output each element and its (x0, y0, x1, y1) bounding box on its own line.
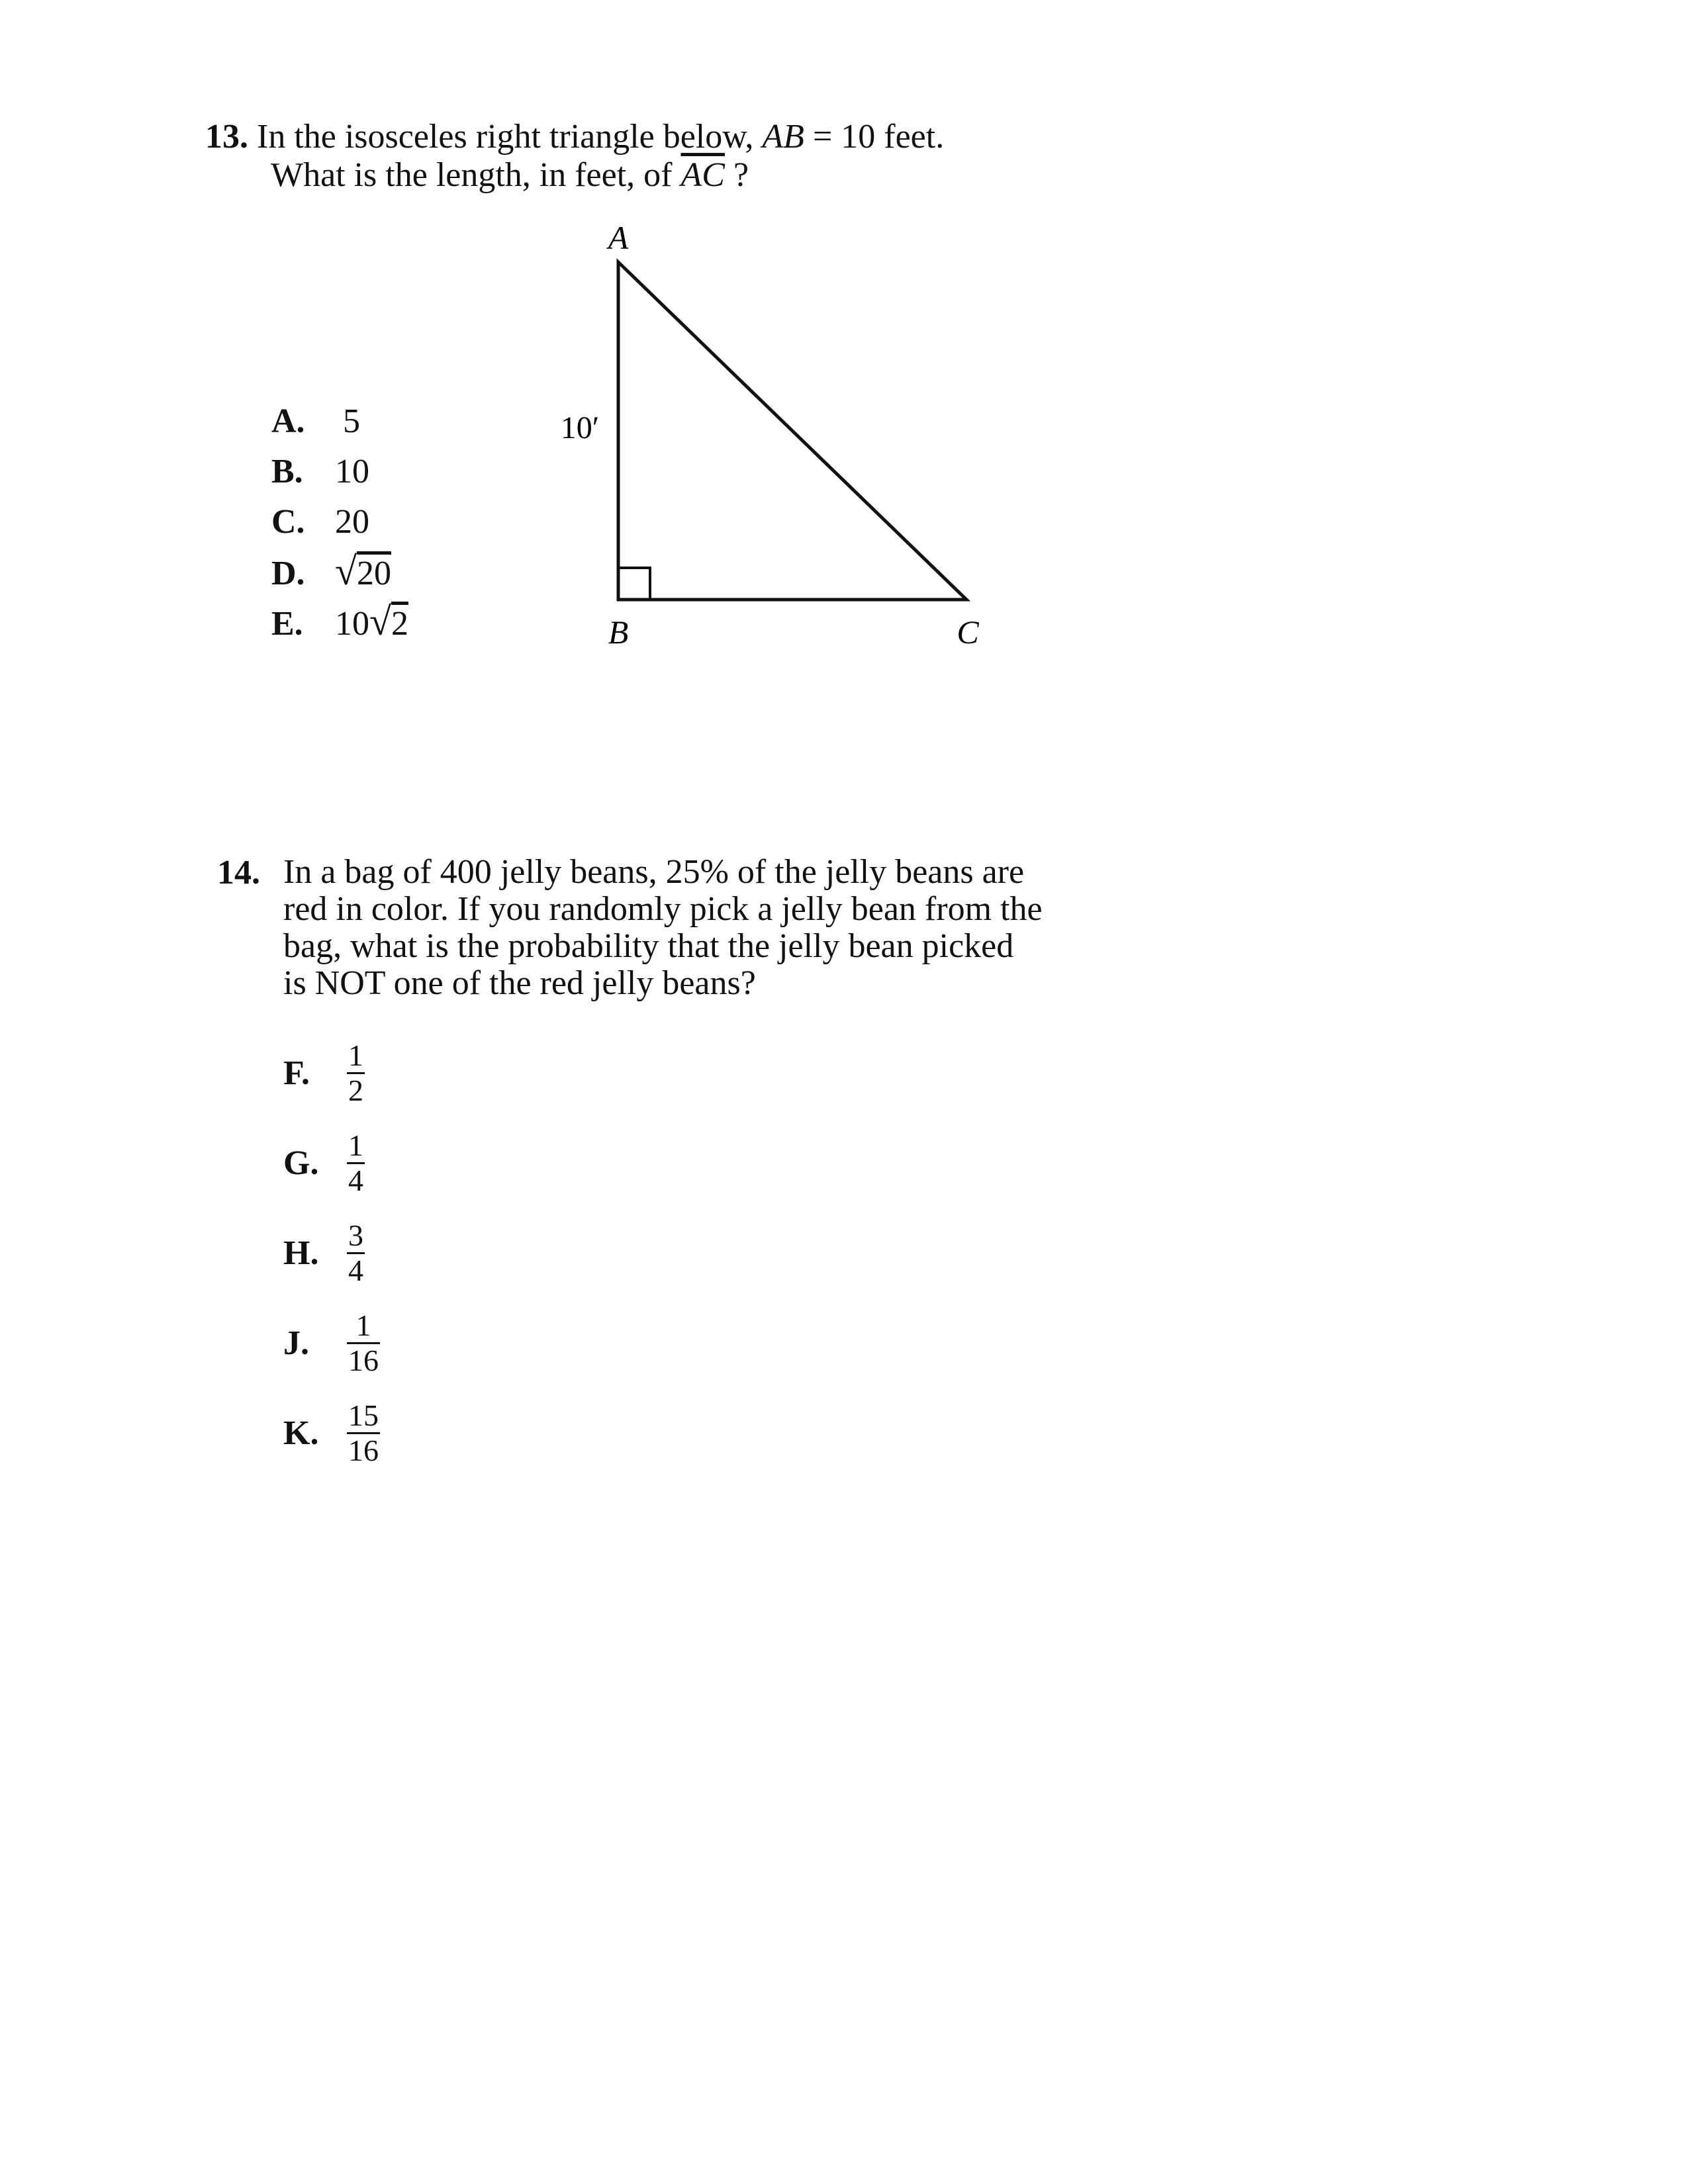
choice-b-letter: B. (271, 453, 303, 490)
choice-j-fraction (347, 1309, 380, 1377)
vertex-a-label: A (608, 219, 629, 256)
choice-g-numerator: 1 (347, 1129, 365, 1164)
square-root-icon: √ (335, 549, 357, 593)
choice-f[interactable] (283, 1039, 365, 1107)
choice-j-letter: J. (283, 1324, 309, 1362)
question-13-equation: = 10 feet. (812, 118, 945, 156)
question-13-question-mark: ? (733, 156, 749, 194)
choice-f-fraction (347, 1039, 365, 1107)
choice-j-denominator: 16 (348, 1343, 379, 1377)
choice-k-denominator: 16 (348, 1433, 379, 1467)
square-root-icon: √ (369, 600, 391, 643)
question-14-line-1: In a bag of 400 jelly beans, 25% of the jelly beans are (283, 853, 1025, 891)
choice-a-value: 5 (343, 402, 360, 440)
choice-d-letter: D. (271, 555, 305, 592)
choice-g[interactable] (283, 1129, 365, 1197)
question-14-line-2: red in color. If you randomly pick a jelly bean from the (283, 890, 1043, 928)
question-14-text (283, 854, 1157, 1002)
choice-e[interactable] (271, 602, 408, 643)
choice-k-letter: K. (283, 1414, 319, 1452)
question-14 (217, 854, 1157, 1002)
vertex-b-label: B (608, 614, 629, 651)
choice-a[interactable] (271, 402, 360, 441)
choice-e-letter: E. (271, 605, 303, 643)
choice-j-numerator: 1 (347, 1309, 380, 1344)
question-14-number: 14. (217, 854, 260, 891)
choice-h-letter: H. (283, 1234, 319, 1272)
choice-e-radicand: 2 (391, 605, 408, 643)
question-13-line-1 (205, 118, 1145, 156)
choice-e-coefficient: 10 (335, 605, 369, 643)
choice-f-letter: F. (283, 1054, 310, 1092)
choice-f-denominator: 2 (348, 1073, 363, 1107)
question-14-line-3: bag, what is the probability that the jelly bean picked (283, 927, 1014, 965)
choice-b-value: 10 (335, 453, 369, 490)
triangle-abc (618, 262, 966, 600)
choice-c-letter: C. (271, 503, 305, 541)
choice-k-numerator: 15 (347, 1399, 380, 1434)
choice-h-fraction (347, 1219, 365, 1287)
choice-d[interactable] (271, 549, 391, 593)
choice-a-letter: A. (271, 402, 305, 440)
segment-ab: AB (762, 118, 804, 156)
choice-g-denominator: 4 (348, 1163, 363, 1197)
segment-ac: $\overline{AC}$ (680, 156, 725, 194)
vertex-c-label: C (957, 614, 979, 651)
choice-c[interactable] (271, 503, 369, 541)
choice-h[interactable] (283, 1219, 365, 1287)
choice-c-value: 20 (335, 503, 369, 541)
triangle-figure (530, 212, 1033, 662)
choice-b[interactable] (271, 453, 369, 491)
question-13-text-2: What is the length, in feet, of (271, 156, 673, 194)
question-13-number: 13. (205, 118, 248, 156)
choice-k-fraction (347, 1399, 380, 1467)
right-angle-marker (618, 568, 650, 600)
choice-d-radicand: 20 (356, 555, 391, 592)
side-ab-length: 10′ (560, 410, 600, 445)
choice-j[interactable] (283, 1309, 380, 1377)
choice-f-numerator: 1 (347, 1039, 365, 1074)
choice-g-letter: G. (283, 1144, 319, 1182)
question-13-line-2 (205, 156, 1145, 195)
question-13-text-1: In the isosceles right triangle below, (257, 118, 754, 156)
choice-k[interactable] (283, 1399, 380, 1467)
choice-e-radical (369, 602, 408, 643)
choice-g-fraction (347, 1129, 365, 1197)
question-13 (205, 118, 1145, 195)
choice-h-numerator: 3 (347, 1219, 365, 1254)
choice-d-radical (335, 549, 391, 593)
question-14-line-4: is NOT one of the red jelly beans? (283, 964, 756, 1002)
choice-h-denominator: 4 (348, 1253, 363, 1287)
